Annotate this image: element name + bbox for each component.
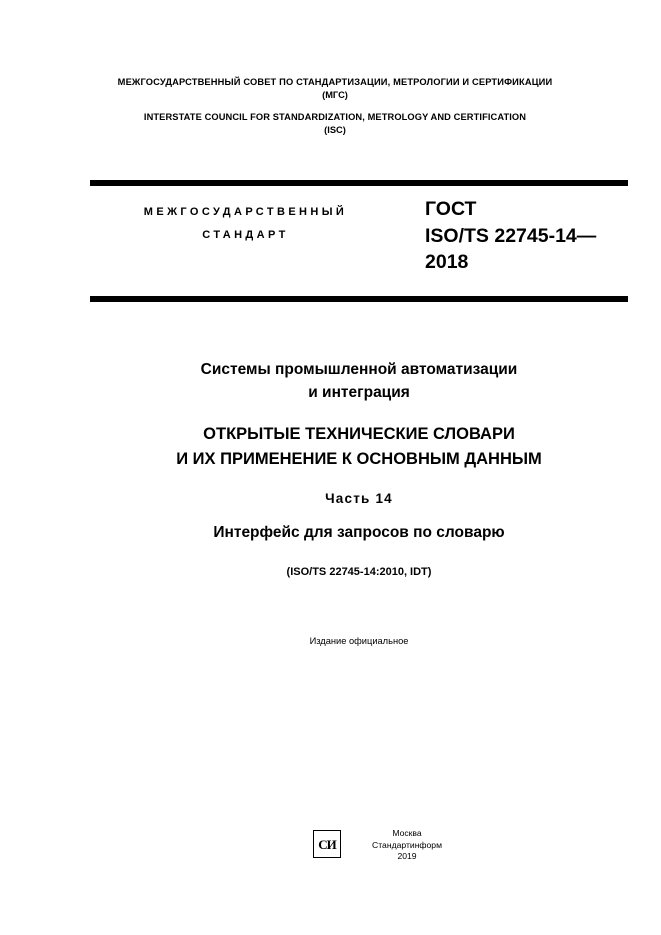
title-main-line2: И ИХ ПРИМЕНЕНИЕ К ОСНОВНЫМ ДАННЫМ — [176, 450, 542, 468]
standard-type-line1: МЕЖГОСУДАРСТВЕННЫЙ — [143, 206, 348, 218]
official-edition-note: Издание официальное — [309, 636, 409, 646]
standard-type-label — [128, 201, 363, 247]
standard-designation-band — [90, 196, 628, 292]
page-sheet — [40, 28, 625, 908]
divider-top — [90, 180, 628, 186]
publisher-city: Москва — [392, 828, 422, 838]
publisher-info — [352, 828, 462, 863]
title-part: Часть 14 — [325, 491, 393, 506]
standard-number — [425, 196, 635, 276]
organization-abbr-ru: (МГС) — [322, 90, 348, 100]
title-main-line1: ОТКРЫТЫЕ ТЕХНИЧЕСКИЕ СЛОВАРИ — [203, 425, 515, 443]
logo-glyph: СИ — [318, 836, 336, 852]
standard-number-line3: 2018 — [425, 251, 469, 273]
publication-year: 2019 — [397, 851, 417, 861]
standard-number-line1: ГОСТ — [425, 198, 477, 220]
publisher-name: Стандартинформ — [372, 839, 442, 850]
title-system-line1: Системы промышленной автоматизации — [200, 361, 518, 378]
standard-number-line2: ISO/TS 22745-14— — [425, 224, 597, 247]
document-title-block — [90, 358, 628, 578]
standartinform-logo-icon — [313, 830, 341, 858]
title-subtitle: Интерфейс для запросов по словарю — [213, 524, 505, 541]
divider-bottom — [90, 296, 628, 302]
issuing-organization — [90, 76, 580, 137]
standard-type-line2: СТАНДАРТ — [202, 229, 289, 241]
organization-abbr-en: (ISC) — [324, 125, 346, 135]
organization-name-ru: МЕЖГОСУДАРСТВЕННЫЙ СОВЕТ ПО СТАНДАРТИЗАЦИИ, МЕТРОЛОГИИ И СЕРТИФИКАЦИИ — [117, 77, 553, 87]
publisher-block — [295, 828, 475, 878]
organization-name-en: INTERSTATE COUNCIL FOR STANDARDIZATION, METROLOGY AND CERTIFICATION — [143, 112, 527, 122]
iso-reference: (ISO/TS 22745-14:2010, IDT) — [286, 566, 432, 578]
title-system-line2: и интеграция — [308, 384, 410, 401]
